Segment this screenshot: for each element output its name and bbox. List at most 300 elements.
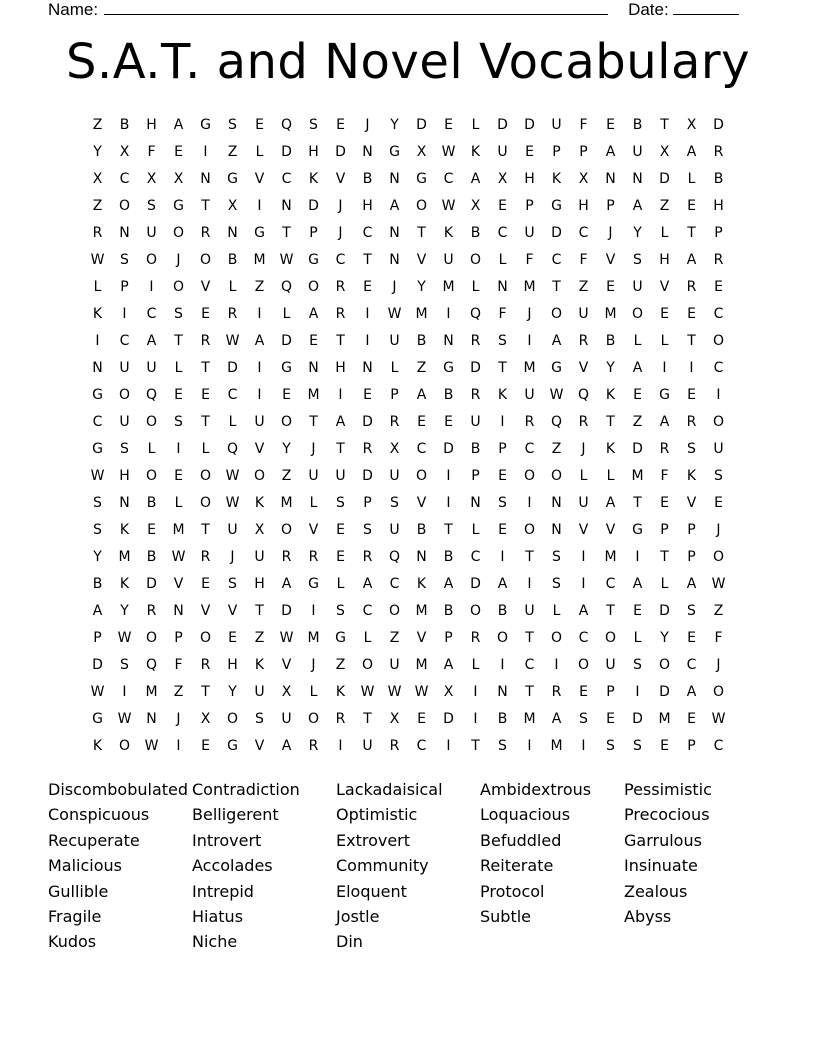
grid-letter[interactable]: C — [416, 738, 427, 754]
grid-letter[interactable]: T — [201, 360, 210, 376]
grid-letter[interactable]: N — [119, 225, 130, 241]
grid-letter[interactable]: R — [686, 279, 697, 295]
grid-letter[interactable]: E — [660, 738, 669, 754]
grid-letter[interactable]: T — [363, 252, 372, 268]
grid-letter[interactable]: M — [604, 306, 617, 322]
grid-letter[interactable]: C — [578, 225, 589, 241]
grid-letter[interactable]: H — [524, 171, 535, 187]
grid-letter[interactable]: L — [660, 576, 669, 592]
grid-letter[interactable]: N — [497, 279, 508, 295]
grid-letter[interactable]: W — [279, 252, 294, 268]
grid-letter[interactable]: L — [660, 225, 669, 241]
grid-letter[interactable]: T — [525, 684, 534, 700]
grid-letter[interactable]: Z — [92, 198, 103, 214]
grid-letter[interactable]: W — [117, 711, 132, 727]
grid-letter[interactable]: Y — [120, 603, 129, 619]
grid-letter[interactable]: U — [227, 522, 238, 538]
grid-letter[interactable]: A — [659, 414, 670, 430]
grid-letter[interactable]: T — [660, 549, 669, 565]
grid-letter[interactable]: D — [281, 144, 292, 160]
grid-letter[interactable]: C — [578, 630, 589, 646]
grid-letter[interactable]: S — [120, 657, 129, 673]
grid-letter[interactable]: P — [525, 198, 534, 214]
grid-letter[interactable]: B — [470, 225, 481, 241]
grid-letter[interactable]: I — [527, 738, 532, 754]
grid-letter[interactable]: L — [363, 630, 372, 646]
grid-letter[interactable]: I — [473, 684, 478, 700]
grid-letter[interactable]: O — [307, 279, 320, 295]
grid-letter[interactable]: E — [579, 684, 588, 700]
grid-letter[interactable]: L — [471, 657, 480, 673]
grid-letter[interactable]: E — [282, 387, 291, 403]
grid-letter[interactable]: T — [201, 198, 210, 214]
grid-letter[interactable]: Z — [281, 468, 292, 484]
grid-letter[interactable]: A — [605, 495, 616, 511]
grid-letter[interactable]: P — [687, 522, 696, 538]
grid-letter[interactable]: B — [713, 171, 724, 187]
grid-letter[interactable]: M — [523, 360, 536, 376]
grid-letter[interactable]: H — [713, 198, 724, 214]
grid-letter[interactable]: D — [470, 360, 481, 376]
grid-letter[interactable]: E — [147, 522, 156, 538]
grid-letter[interactable]: U — [605, 657, 616, 673]
grid-letter[interactable]: B — [119, 117, 130, 133]
grid-letter[interactable]: V — [605, 252, 616, 268]
grid-letter[interactable]: S — [579, 711, 588, 727]
grid-letter[interactable]: R — [470, 387, 481, 403]
grid-letter[interactable]: N — [227, 225, 238, 241]
grid-letter[interactable]: C — [443, 171, 454, 187]
grid-letter[interactable]: B — [497, 603, 508, 619]
grid-letter[interactable]: B — [443, 603, 454, 619]
grid-letter[interactable]: B — [416, 333, 427, 349]
grid-letter[interactable]: O — [280, 414, 293, 430]
grid-letter[interactable]: S — [336, 495, 345, 511]
grid-letter[interactable]: P — [309, 225, 318, 241]
grid-letter[interactable]: A — [254, 333, 265, 349]
grid-letter[interactable]: X — [227, 198, 238, 214]
grid-letter[interactable]: Q — [280, 117, 293, 133]
grid-letter[interactable]: C — [713, 306, 724, 322]
grid-letter[interactable]: C — [92, 414, 103, 430]
grid-letter[interactable]: S — [363, 522, 372, 538]
grid-letter[interactable]: U — [470, 414, 481, 430]
grid-letter[interactable]: L — [552, 603, 561, 619]
grid-letter[interactable]: R — [362, 441, 373, 457]
grid-letter[interactable]: D — [659, 684, 670, 700]
grid-letter[interactable]: E — [498, 198, 507, 214]
grid-letter[interactable]: O — [712, 684, 725, 700]
grid-letter[interactable]: Q — [226, 441, 239, 457]
grid-letter[interactable]: E — [606, 117, 615, 133]
grid-letter[interactable]: R — [281, 549, 292, 565]
grid-letter[interactable]: L — [633, 333, 642, 349]
grid-letter[interactable]: R — [200, 657, 211, 673]
grid-letter[interactable]: K — [335, 684, 346, 700]
grid-letter[interactable]: I — [554, 657, 559, 673]
grid-letter[interactable]: N — [362, 144, 373, 160]
grid-letter[interactable]: R — [92, 225, 103, 241]
grid-letter[interactable]: T — [687, 333, 696, 349]
grid-letter[interactable]: V — [254, 738, 265, 754]
grid-letter[interactable]: B — [470, 441, 481, 457]
grid-letter[interactable]: A — [578, 603, 589, 619]
grid-letter[interactable]: P — [93, 630, 102, 646]
grid-letter[interactable]: S — [390, 495, 399, 511]
grid-letter[interactable]: L — [147, 441, 156, 457]
grid-letter[interactable]: O — [118, 738, 131, 754]
grid-letter[interactable]: E — [255, 117, 264, 133]
grid-letter[interactable]: N — [632, 171, 643, 187]
grid-letter[interactable]: U — [389, 468, 400, 484]
grid-letter[interactable]: V — [416, 252, 427, 268]
grid-letter[interactable]: E — [687, 387, 696, 403]
grid-letter[interactable]: O — [523, 522, 536, 538]
grid-letter[interactable]: E — [498, 468, 507, 484]
grid-letter[interactable]: D — [443, 711, 454, 727]
grid-letter[interactable]: I — [257, 387, 262, 403]
grid-letter[interactable]: A — [632, 360, 643, 376]
grid-letter[interactable]: J — [392, 279, 397, 295]
grid-letter[interactable]: Z — [92, 117, 103, 133]
grid-letter[interactable]: Y — [660, 630, 669, 646]
grid-letter[interactable]: U — [632, 144, 643, 160]
grid-letter[interactable]: I — [257, 360, 262, 376]
grid-letter[interactable]: D — [632, 711, 643, 727]
grid-letter[interactable]: X — [659, 144, 670, 160]
grid-letter[interactable]: U — [389, 657, 400, 673]
grid-letter[interactable]: H — [227, 657, 238, 673]
grid-letter[interactable]: A — [497, 576, 508, 592]
grid-letter[interactable]: X — [254, 522, 265, 538]
grid-letter[interactable]: G — [173, 198, 184, 214]
grid-letter[interactable]: B — [146, 495, 157, 511]
grid-letter[interactable]: P — [606, 198, 615, 214]
grid-letter[interactable]: I — [527, 495, 532, 511]
grid-letter[interactable]: A — [551, 711, 562, 727]
grid-letter[interactable]: T — [660, 117, 669, 133]
grid-letter[interactable]: M — [307, 387, 320, 403]
grid-letter[interactable]: C — [551, 252, 562, 268]
grid-letter[interactable]: U — [146, 225, 157, 241]
grid-letter[interactable]: L — [471, 522, 480, 538]
grid-letter[interactable]: Z — [335, 657, 346, 673]
grid-letter[interactable]: R — [335, 306, 346, 322]
grid-letter[interactable]: E — [201, 306, 210, 322]
grid-letter[interactable]: M — [172, 522, 185, 538]
grid-letter[interactable]: A — [335, 414, 346, 430]
grid-letter[interactable]: R — [524, 414, 535, 430]
grid-letter[interactable]: K — [119, 576, 130, 592]
grid-letter[interactable]: D — [443, 441, 454, 457]
grid-letter[interactable]: P — [660, 522, 669, 538]
grid-letter[interactable]: N — [389, 252, 400, 268]
grid-letter[interactable]: A — [551, 333, 562, 349]
grid-letter[interactable]: U — [713, 441, 724, 457]
grid-letter[interactable]: S — [498, 333, 507, 349]
grid-letter[interactable]: A — [632, 576, 643, 592]
grid-letter[interactable]: Z — [254, 279, 265, 295]
grid-letter[interactable]: F — [579, 117, 588, 133]
grid-letter[interactable]: M — [415, 603, 428, 619]
grid-letter[interactable]: E — [525, 144, 534, 160]
grid-letter[interactable]: Q — [577, 387, 590, 403]
grid-letter[interactable]: S — [120, 252, 129, 268]
grid-letter[interactable]: S — [633, 252, 642, 268]
grid-letter[interactable]: N — [281, 198, 292, 214]
grid-letter[interactable]: V — [227, 603, 238, 619]
grid-letter[interactable]: S — [552, 549, 561, 565]
grid-letter[interactable]: X — [119, 144, 130, 160]
grid-letter[interactable]: G — [227, 738, 238, 754]
grid-letter[interactable]: J — [338, 198, 343, 214]
grid-letter[interactable]: G — [443, 360, 454, 376]
grid-letter[interactable]: L — [228, 279, 237, 295]
grid-letter[interactable]: I — [527, 333, 532, 349]
grid-letter[interactable]: U — [362, 738, 373, 754]
grid-letter[interactable]: X — [497, 171, 508, 187]
grid-letter[interactable]: S — [498, 738, 507, 754]
grid-letter[interactable]: U — [551, 117, 562, 133]
grid-letter[interactable]: I — [446, 468, 451, 484]
grid-letter[interactable]: R — [200, 225, 211, 241]
grid-letter[interactable]: E — [714, 495, 723, 511]
grid-letter[interactable]: S — [147, 198, 156, 214]
grid-letter[interactable]: G — [389, 144, 400, 160]
grid-letter[interactable]: P — [120, 279, 129, 295]
grid-letter[interactable]: A — [173, 117, 184, 133]
grid-letter[interactable]: M — [658, 711, 671, 727]
grid-letter[interactable]: C — [281, 171, 292, 187]
grid-letter[interactable]: O — [253, 468, 266, 484]
grid-letter[interactable]: C — [335, 252, 346, 268]
grid-letter[interactable]: L — [174, 360, 183, 376]
grid-letter[interactable]: Q — [469, 306, 482, 322]
grid-letter[interactable]: M — [280, 495, 293, 511]
grid-letter[interactable]: H — [578, 198, 589, 214]
grid-letter[interactable]: O — [199, 252, 212, 268]
grid-letter[interactable]: R — [686, 414, 697, 430]
grid-letter[interactable]: V — [200, 603, 211, 619]
grid-letter[interactable]: P — [579, 144, 588, 160]
grid-letter[interactable]: R — [389, 738, 400, 754]
grid-letter[interactable]: D — [146, 576, 157, 592]
grid-letter[interactable]: T — [336, 441, 345, 457]
grid-letter[interactable]: L — [255, 144, 264, 160]
grid-letter[interactable]: W — [711, 711, 726, 727]
grid-letter[interactable]: X — [389, 441, 400, 457]
grid-letter[interactable]: Z — [173, 684, 184, 700]
grid-letter[interactable]: V — [659, 279, 670, 295]
grid-letter[interactable]: D — [281, 603, 292, 619]
grid-letter[interactable]: X — [578, 171, 589, 187]
grid-letter[interactable]: L — [498, 252, 507, 268]
grid-letter[interactable]: H — [362, 198, 373, 214]
grid-letter[interactable]: R — [659, 441, 670, 457]
grid-letter[interactable]: V — [416, 630, 427, 646]
grid-letter[interactable]: B — [146, 549, 157, 565]
grid-letter[interactable]: S — [228, 117, 237, 133]
grid-letter[interactable]: H — [146, 117, 157, 133]
grid-letter[interactable]: F — [525, 252, 534, 268]
grid-letter[interactable]: T — [174, 333, 183, 349]
grid-letter[interactable]: N — [146, 711, 157, 727]
grid-letter[interactable]: I — [662, 360, 667, 376]
grid-letter[interactable]: R — [470, 333, 481, 349]
grid-letter[interactable]: G — [551, 360, 562, 376]
grid-letter[interactable]: A — [470, 171, 481, 187]
grid-letter[interactable]: O — [199, 495, 212, 511]
grid-letter[interactable]: T — [606, 414, 615, 430]
grid-letter[interactable]: H — [119, 468, 130, 484]
grid-letter[interactable]: U — [335, 468, 346, 484]
grid-letter[interactable]: V — [605, 522, 616, 538]
grid-letter[interactable]: E — [687, 630, 696, 646]
grid-letter[interactable]: E — [660, 495, 669, 511]
grid-letter[interactable]: V — [254, 171, 265, 187]
grid-letter[interactable]: C — [713, 738, 724, 754]
grid-letter[interactable]: K — [551, 171, 562, 187]
grid-letter[interactable]: C — [416, 441, 427, 457]
grid-letter[interactable]: K — [92, 306, 103, 322]
grid-letter[interactable]: S — [633, 738, 642, 754]
grid-letter[interactable]: H — [659, 252, 670, 268]
grid-letter[interactable]: S — [687, 441, 696, 457]
grid-letter[interactable]: V — [173, 576, 184, 592]
grid-letter[interactable]: B — [443, 549, 454, 565]
grid-letter[interactable]: G — [551, 198, 562, 214]
grid-letter[interactable]: D — [497, 117, 508, 133]
grid-letter[interactable]: Q — [388, 549, 401, 565]
grid-letter[interactable]: J — [176, 711, 181, 727]
grid-letter[interactable]: M — [118, 549, 131, 565]
grid-letter[interactable]: K — [416, 576, 427, 592]
grid-letter[interactable]: D — [524, 117, 535, 133]
grid-letter[interactable]: J — [230, 549, 235, 565]
grid-letter[interactable]: K — [605, 387, 616, 403]
grid-letter[interactable]: R — [362, 549, 373, 565]
grid-letter[interactable]: I — [95, 333, 100, 349]
grid-letter[interactable]: K — [254, 495, 265, 511]
grid-letter[interactable]: Z — [713, 603, 724, 619]
grid-letter[interactable]: X — [173, 171, 184, 187]
grid-letter[interactable]: U — [254, 684, 265, 700]
grid-letter[interactable]: R — [578, 333, 589, 349]
grid-letter[interactable]: E — [336, 549, 345, 565]
grid-letter[interactable]: M — [523, 279, 536, 295]
grid-letter[interactable]: I — [338, 387, 343, 403]
grid-letter[interactable]: T — [552, 279, 561, 295]
grid-letter[interactable]: C — [524, 657, 535, 673]
grid-letter[interactable]: E — [633, 387, 642, 403]
grid-letter[interactable]: N — [551, 495, 562, 511]
grid-letter[interactable]: I — [581, 738, 586, 754]
grid-letter[interactable]: G — [227, 171, 238, 187]
grid-letter[interactable]: T — [417, 225, 426, 241]
grid-letter[interactable]: T — [471, 738, 480, 754]
grid-letter[interactable]: A — [416, 387, 427, 403]
grid-letter[interactable]: W — [90, 684, 105, 700]
grid-letter[interactable]: O — [145, 252, 158, 268]
grid-letter[interactable]: Q — [550, 414, 563, 430]
grid-letter[interactable]: P — [714, 225, 723, 241]
grid-letter[interactable]: S — [93, 522, 102, 538]
grid-letter[interactable]: E — [174, 144, 183, 160]
grid-letter[interactable]: I — [446, 738, 451, 754]
grid-letter[interactable]: L — [228, 414, 237, 430]
grid-letter[interactable]: E — [633, 603, 642, 619]
grid-letter[interactable]: O — [604, 630, 617, 646]
grid-letter[interactable]: A — [686, 144, 697, 160]
grid-letter[interactable]: N — [173, 603, 184, 619]
grid-letter[interactable]: O — [118, 387, 131, 403]
grid-letter[interactable]: S — [309, 117, 318, 133]
grid-letter[interactable]: E — [201, 576, 210, 592]
grid-letter[interactable]: P — [471, 468, 480, 484]
grid-letter[interactable]: O — [550, 306, 563, 322]
grid-letter[interactable]: V — [308, 522, 319, 538]
grid-letter[interactable]: V — [335, 171, 346, 187]
grid-letter[interactable]: L — [606, 468, 615, 484]
grid-letter[interactable]: U — [254, 549, 265, 565]
grid-letter[interactable]: C — [119, 171, 130, 187]
grid-letter[interactable]: E — [336, 117, 345, 133]
grid-letter[interactable]: C — [686, 657, 697, 673]
grid-letter[interactable]: S — [687, 603, 696, 619]
grid-letter[interactable]: L — [201, 441, 210, 457]
grid-letter[interactable]: I — [257, 198, 262, 214]
grid-letter[interactable]: U — [578, 495, 589, 511]
grid-letter[interactable]: I — [500, 657, 505, 673]
grid-letter[interactable]: V — [578, 360, 589, 376]
grid-letter[interactable]: H — [335, 360, 346, 376]
grid-letter[interactable]: U — [443, 252, 454, 268]
grid-letter[interactable]: D — [551, 225, 562, 241]
grid-letter[interactable]: K — [254, 657, 265, 673]
grid-letter[interactable]: W — [117, 630, 132, 646]
grid-letter[interactable]: Z — [227, 144, 238, 160]
grid-letter[interactable]: I — [257, 306, 262, 322]
grid-letter[interactable]: B — [416, 522, 427, 538]
grid-letter[interactable]: R — [200, 549, 211, 565]
grid-letter[interactable]: I — [473, 711, 478, 727]
grid-letter[interactable]: C — [146, 306, 157, 322]
grid-letter[interactable]: T — [444, 522, 453, 538]
grid-letter[interactable]: U — [254, 414, 265, 430]
grid-letter[interactable]: Z — [416, 360, 427, 376]
grid-letter[interactable]: P — [606, 684, 615, 700]
grid-letter[interactable]: U — [308, 468, 319, 484]
grid-letter[interactable]: O — [145, 414, 158, 430]
grid-letter[interactable]: A — [281, 738, 292, 754]
grid-letter[interactable]: Y — [606, 360, 615, 376]
grid-letter[interactable]: L — [93, 279, 102, 295]
grid-letter[interactable]: N — [389, 171, 400, 187]
grid-letter[interactable]: T — [201, 684, 210, 700]
grid-letter[interactable]: M — [307, 630, 320, 646]
grid-letter[interactable]: B — [227, 252, 238, 268]
grid-letter[interactable]: J — [338, 225, 343, 241]
grid-letter[interactable]: L — [471, 117, 480, 133]
grid-letter[interactable]: G — [281, 360, 292, 376]
grid-letter[interactable]: R — [200, 333, 211, 349]
grid-letter[interactable]: D — [92, 657, 103, 673]
grid-letter[interactable]: L — [633, 630, 642, 646]
grid-letter[interactable]: N — [119, 495, 130, 511]
grid-letter[interactable]: Q — [145, 657, 158, 673]
grid-letter[interactable]: Y — [228, 684, 237, 700]
grid-letter[interactable]: E — [606, 279, 615, 295]
